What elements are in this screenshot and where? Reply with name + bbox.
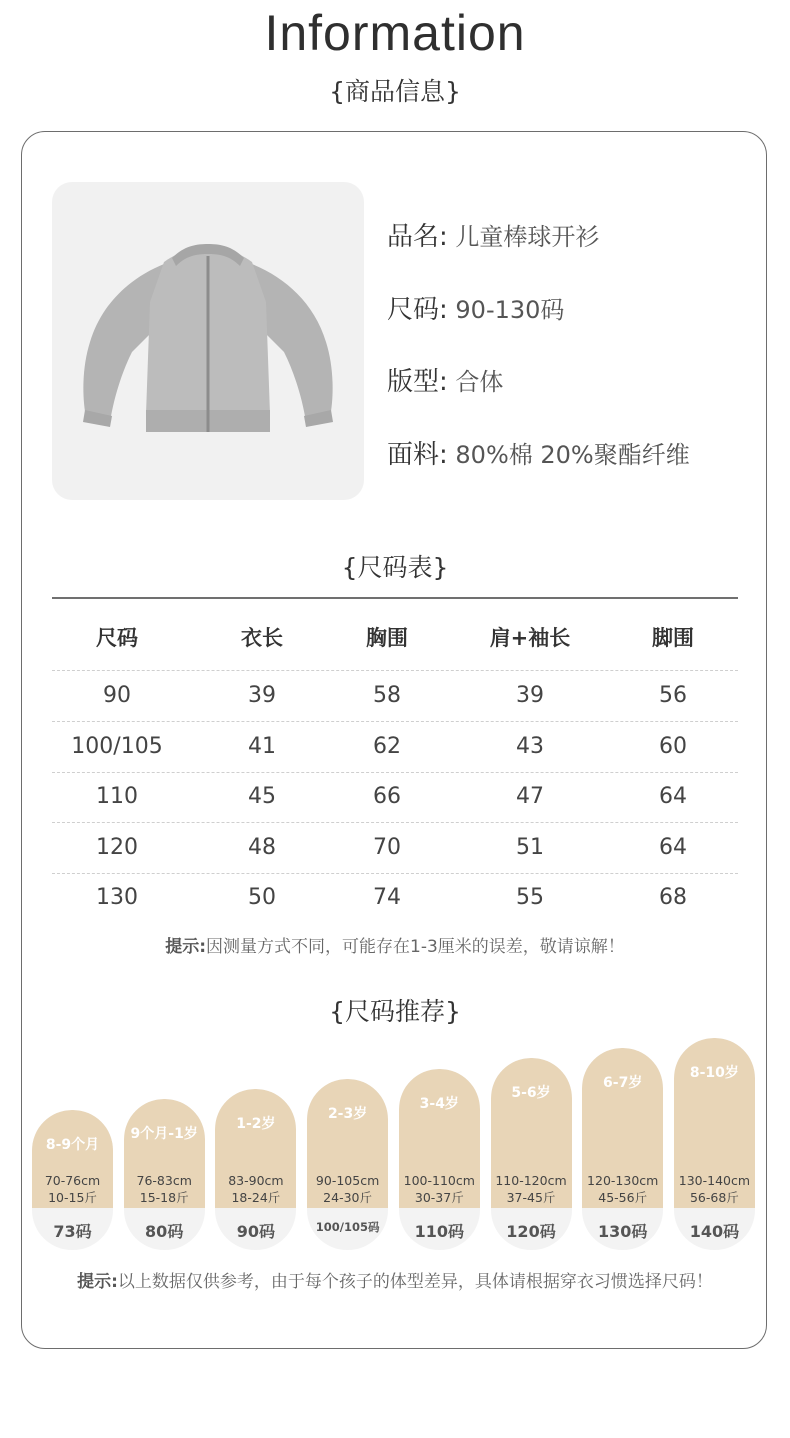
table-cell: 110 xyxy=(96,784,138,809)
recommended-size: 80码 xyxy=(145,1222,184,1241)
table-cell: 100/105 xyxy=(71,734,163,759)
spec-value: 90-130码 xyxy=(455,296,565,324)
table-cell: 68 xyxy=(659,885,687,910)
age-label: 5-6岁 xyxy=(511,1085,551,1101)
height-range: 90-105cm xyxy=(315,1173,380,1188)
spec-name xyxy=(387,216,599,253)
table-cell: 51 xyxy=(516,835,544,860)
height-range: 83-90cm xyxy=(228,1173,284,1188)
note-text: 以上数据仅供参考，由于每个孩子的体型差异，具体请根据穿衣习惯选择尺码！ xyxy=(117,1272,713,1292)
table-cell: 62 xyxy=(373,734,401,759)
spec-value: 合体 xyxy=(455,368,504,396)
table-cell: 130 xyxy=(96,885,138,910)
recommended-size: 130码 xyxy=(597,1222,648,1241)
spec-label: 品名: xyxy=(387,222,448,252)
table-cell: 43 xyxy=(516,734,544,759)
page-title: Information xyxy=(264,5,526,61)
age-label: 8-10岁 xyxy=(689,1065,739,1081)
table-cell: 70 xyxy=(373,835,401,860)
age-label: 2-3岁 xyxy=(327,1106,368,1122)
weight-range: 24-30斤 xyxy=(323,1190,372,1205)
spec-label: 面料: xyxy=(387,440,448,470)
table-cell: 39 xyxy=(516,683,544,708)
recommended-size: 140码 xyxy=(689,1222,740,1241)
age-label: 6-7岁 xyxy=(603,1075,643,1091)
size-recommend-item xyxy=(674,1038,755,1250)
row-divider xyxy=(52,873,738,874)
weight-range: 15-18斤 xyxy=(139,1190,189,1205)
row-divider xyxy=(52,822,738,823)
row-divider xyxy=(52,772,738,773)
spec-size xyxy=(387,289,564,326)
table-cell: 55 xyxy=(516,885,544,910)
height-range: 110-120cm xyxy=(495,1173,567,1188)
height-range: 100-110cm xyxy=(403,1173,475,1188)
recommend-note xyxy=(0,1267,790,1292)
height-range: 76-83cm xyxy=(136,1173,192,1188)
note-label: 提示: xyxy=(165,937,207,957)
age-label: 3-4岁 xyxy=(419,1096,459,1112)
weight-range: 10-15斤 xyxy=(48,1190,97,1205)
size-recommend-item xyxy=(32,1110,113,1250)
jacket-illustration xyxy=(52,182,364,500)
table-cell: 56 xyxy=(659,683,687,708)
weight-range: 45-56斤 xyxy=(598,1190,648,1205)
size-recommend-item xyxy=(307,1079,388,1250)
size-recommend-item xyxy=(491,1058,572,1250)
note-label: 提示: xyxy=(77,1272,118,1292)
age-label: 1-2岁 xyxy=(236,1116,276,1132)
size-recommend-item xyxy=(124,1099,205,1250)
weight-range: 18-24斤 xyxy=(231,1190,281,1205)
table-cell: 66 xyxy=(373,784,401,809)
spec-fabric xyxy=(387,434,690,471)
recommended-size: 100/105码 xyxy=(315,1220,380,1234)
age-label: 9个月-1岁 xyxy=(130,1126,198,1142)
row-divider xyxy=(52,670,738,671)
spec-label: 尺码: xyxy=(387,295,448,325)
table-cell: 64 xyxy=(659,784,687,809)
column-header: 衣长 xyxy=(241,626,283,650)
column-header: 尺码 xyxy=(96,626,138,650)
table-cell: 45 xyxy=(248,784,276,809)
spec-fit xyxy=(387,361,503,398)
recommended-size: 73码 xyxy=(53,1222,92,1241)
spec-value: 80%棉 20%聚酯纤维 xyxy=(455,441,690,469)
table-cell: 47 xyxy=(516,784,544,809)
table-cell: 120 xyxy=(96,835,138,860)
size-recommend-item xyxy=(215,1089,296,1250)
spec-label: 版型: xyxy=(387,367,448,397)
note-text: 因测量方式不同，可能存在1-3厘米的误差，敬请谅解！ xyxy=(206,937,625,957)
table-cell: 64 xyxy=(659,835,687,860)
weight-range: 56-68斤 xyxy=(689,1190,739,1205)
table-cell: 58 xyxy=(373,683,401,708)
table-cell: 74 xyxy=(373,885,401,910)
spec-value: 儿童棒球开衫 xyxy=(455,223,600,251)
size-recommend-item xyxy=(582,1048,663,1250)
height-range: 70-76cm xyxy=(44,1173,101,1188)
column-header: 胸围 xyxy=(366,626,408,650)
recommend-title: {尺码推荐} xyxy=(329,997,461,1026)
age-label: 8-9个月 xyxy=(45,1137,100,1153)
table-cell: 39 xyxy=(248,683,276,708)
measure-note xyxy=(0,932,790,957)
recommended-size: 120码 xyxy=(506,1222,556,1241)
table-cell: 48 xyxy=(248,835,276,860)
product-image xyxy=(52,182,364,500)
size-recommend-item xyxy=(399,1069,480,1250)
table-cell: 50 xyxy=(248,885,276,910)
row-divider xyxy=(52,721,738,722)
recommended-size: 90码 xyxy=(236,1222,276,1241)
height-range: 130-140cm xyxy=(678,1173,751,1188)
page-subtitle: {商品信息} xyxy=(329,77,461,106)
table-cell: 41 xyxy=(248,734,276,759)
table-divider xyxy=(52,597,738,599)
table-cell: 90 xyxy=(103,683,131,708)
weight-range: 37-45斤 xyxy=(506,1190,556,1205)
recommended-size: 110码 xyxy=(414,1222,464,1241)
weight-range: 30-37斤 xyxy=(414,1190,464,1205)
table-cell: 60 xyxy=(659,734,687,759)
size-table-title: {尺码表} xyxy=(341,553,449,582)
height-range: 120-130cm xyxy=(587,1173,659,1188)
column-header: 肩+袖长 xyxy=(489,626,571,650)
column-header: 脚围 xyxy=(652,626,694,650)
